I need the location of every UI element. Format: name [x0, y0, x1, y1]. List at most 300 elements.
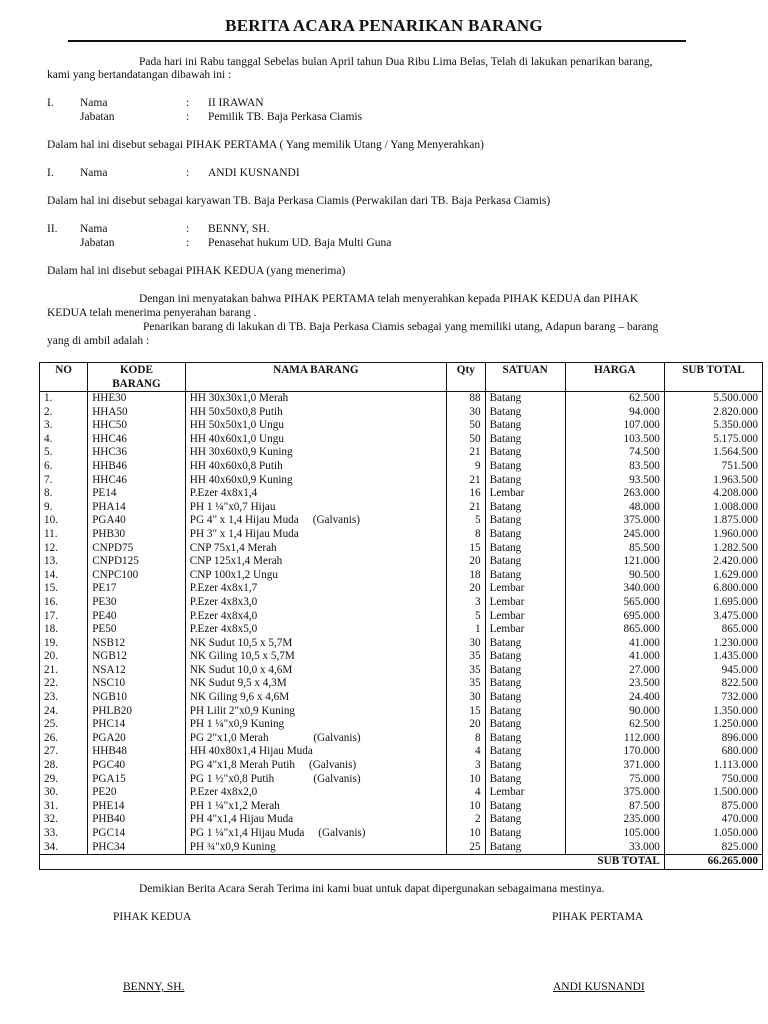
- cell-kode: NSA12: [88, 664, 186, 678]
- cell-no: 3.: [40, 419, 88, 433]
- cell-harga: 121.000: [565, 555, 664, 569]
- header-kode-line2: BARANG: [112, 378, 161, 390]
- table-row: [40, 406, 763, 420]
- cell-harga: 23.500: [565, 677, 664, 691]
- subtotal-row: [40, 855, 763, 870]
- cell-qty: 10: [447, 827, 486, 841]
- cell-no: 16.: [40, 596, 88, 610]
- statement-line-1: Dengan ini menyatakan bahwa PIHAK PERTAMA telah menyerahkan kepada PIHAK KEDUA dan PIHAK: [139, 293, 639, 305]
- table-row: [40, 460, 763, 474]
- cell-satuan: Batang: [485, 460, 565, 474]
- cell-no: 14.: [40, 569, 88, 583]
- cell-nama: HH 40x80x1,4 Hijau Muda: [185, 745, 446, 759]
- cell-nama: P.Ezer 4x8x5,0: [185, 623, 446, 637]
- cell-harga: 74.500: [565, 446, 664, 460]
- cell-satuan: Batang: [485, 501, 565, 515]
- cell-nama: PH 1 ¼"x0,9 Kuning: [185, 718, 446, 732]
- cell-sub: 3.475.000: [664, 610, 762, 624]
- cell-no: 12.: [40, 542, 88, 556]
- cell-qty: 15: [447, 542, 486, 556]
- cell-harga: 375.000: [565, 514, 664, 528]
- cell-kode: PHB40: [88, 813, 186, 827]
- cell-qty: 18: [447, 569, 486, 583]
- cell-satuan: Batang: [485, 446, 565, 460]
- header-kode: [88, 363, 186, 392]
- table-row: [40, 623, 763, 637]
- cell-harga: 235.000: [565, 813, 664, 827]
- cell-kode: NGB12: [88, 650, 186, 664]
- cell-kode: HHC50: [88, 419, 186, 433]
- cell-harga: 27.000: [565, 664, 664, 678]
- cell-kode: NGB10: [88, 691, 186, 705]
- cell-harga: 90.500: [565, 569, 664, 583]
- cell-no: 32.: [40, 813, 88, 827]
- cell-no: 26.: [40, 732, 88, 746]
- cell-no: 20.: [40, 650, 88, 664]
- cell-nama: PG 1 ½"x0,8 Putih (Galvanis): [185, 773, 446, 787]
- party-1-note: Dalam hal ini disebut sebagai PIHAK PERTAMA ( Yang memilik Utang / Yang Menyerahkan): [47, 139, 484, 151]
- signature-left-name: BENNY, SH.: [123, 981, 185, 993]
- cell-nama: HH 40x60x0,9 Kuning: [185, 474, 446, 488]
- cell-satuan: Batang: [485, 705, 565, 719]
- cell-qty: 5: [447, 610, 486, 624]
- table-row: [40, 446, 763, 460]
- cell-nama: CNP 75x1,4 Merah: [185, 542, 446, 556]
- cell-kode: HHE30: [88, 392, 186, 406]
- cell-sub: 2.820.000: [664, 406, 762, 420]
- table-row: [40, 392, 763, 406]
- cell-harga: 41.000: [565, 650, 664, 664]
- cell-kode: HHC36: [88, 446, 186, 460]
- table-row: [40, 487, 763, 501]
- cell-kode: PHA14: [88, 501, 186, 515]
- cell-no: 33.: [40, 827, 88, 841]
- cell-satuan: Batang: [485, 542, 565, 556]
- signature-right-label: PIHAK PERTAMA: [552, 911, 644, 923]
- cell-harga: 41.000: [565, 637, 664, 651]
- cell-harga: 75.000: [565, 773, 664, 787]
- table-row: [40, 773, 763, 787]
- cell-nama: P.Ezer 4x8x4,0: [185, 610, 446, 624]
- cell-harga: 83.500: [565, 460, 664, 474]
- cell-nama: NK Giling 10,5 x 5,7M: [185, 650, 446, 664]
- cell-harga: 48.000: [565, 501, 664, 515]
- cell-no: 30.: [40, 786, 88, 800]
- cell-sub: 825.000: [664, 841, 762, 855]
- intro-line-2: kami yang bertandatangan dibawah ini :: [47, 69, 232, 81]
- party-1-nama-value: II IRAWAN: [208, 97, 264, 109]
- cell-kode: HHC46: [88, 474, 186, 488]
- cell-no: 13.: [40, 555, 88, 569]
- cell-kode: NSC10: [88, 677, 186, 691]
- cell-sub: 4.208.000: [664, 487, 762, 501]
- table-row: [40, 569, 763, 583]
- cell-sub: 1.008.000: [664, 501, 762, 515]
- closing-statement: Demikian Berita Acara Serah Terima ini kami buat untuk dapat dipergunakan sebagaimana mestinya.: [139, 883, 605, 895]
- cell-sub: 1.963.500: [664, 474, 762, 488]
- cell-sub: 751.500: [664, 460, 762, 474]
- items-table-body: [40, 392, 763, 855]
- document-title: BERITA ACARA PENARIKAN BARANG: [225, 16, 543, 35]
- cell-satuan: Batang: [485, 677, 565, 691]
- cell-satuan: Lembar: [485, 786, 565, 800]
- cell-satuan: Batang: [485, 800, 565, 814]
- cell-nama: P.Ezer 4x8x2,0: [185, 786, 446, 800]
- cell-no: 1.: [40, 392, 88, 406]
- cell-harga: 371.000: [565, 759, 664, 773]
- table-row: [40, 677, 763, 691]
- cell-nama: NK Sudut 10,0 x 4,6M: [185, 664, 446, 678]
- table-header-row: [40, 363, 763, 392]
- cell-sub: 865.000: [664, 623, 762, 637]
- table-row: [40, 474, 763, 488]
- cell-no: 27.: [40, 745, 88, 759]
- cell-no: 22.: [40, 677, 88, 691]
- cell-sub: 5.350.000: [664, 419, 762, 433]
- cell-nama: PH 3" x 1,4 Hijau Muda: [185, 528, 446, 542]
- cell-qty: 20: [447, 582, 486, 596]
- cell-qty: 16: [447, 487, 486, 501]
- cell-sub: 1.564.500: [664, 446, 762, 460]
- cell-sub: 1.050.000: [664, 827, 762, 841]
- cell-kode: PGA15: [88, 773, 186, 787]
- cell-qty: 10: [447, 800, 486, 814]
- cell-satuan: Lembar: [485, 487, 565, 501]
- cell-sub: 1.960.000: [664, 528, 762, 542]
- cell-qty: 3: [447, 759, 486, 773]
- cell-nama: HH 30x30x1,0 Merah: [185, 392, 446, 406]
- cell-kode: PE50: [88, 623, 186, 637]
- cell-satuan: Batang: [485, 759, 565, 773]
- table-row: [40, 542, 763, 556]
- cell-satuan: Batang: [485, 664, 565, 678]
- table-row: [40, 800, 763, 814]
- cell-sub: 945.000: [664, 664, 762, 678]
- cell-no: 21.: [40, 664, 88, 678]
- party-2-jabatan-value: Penasehat hukum UD. Baja Multi Guna: [208, 237, 392, 249]
- cell-sub: 1.282.500: [664, 542, 762, 556]
- cell-satuan: Lembar: [485, 582, 565, 596]
- cell-no: 17.: [40, 610, 88, 624]
- cell-kode: PHE14: [88, 800, 186, 814]
- cell-satuan: Batang: [485, 569, 565, 583]
- cell-satuan: Batang: [485, 745, 565, 759]
- table-row: [40, 841, 763, 855]
- cell-sub: 1.250.000: [664, 718, 762, 732]
- cell-qty: 35: [447, 650, 486, 664]
- cell-kode: PE14: [88, 487, 186, 501]
- cell-qty: 35: [447, 664, 486, 678]
- party-1-jabatan-label: Jabatan: [80, 111, 115, 123]
- cell-nama: PH 1 ¼"x1,2 Merah: [185, 800, 446, 814]
- cell-sub: 2.420.000: [664, 555, 762, 569]
- cell-qty: 21: [447, 474, 486, 488]
- cell-satuan: Batang: [485, 718, 565, 732]
- cell-qty: 25: [447, 841, 486, 855]
- header-nama: NAMA BARANG: [185, 363, 446, 392]
- cell-qty: 8: [447, 528, 486, 542]
- cell-qty: 3: [447, 596, 486, 610]
- cell-satuan: Batang: [485, 433, 565, 447]
- cell-nama: PG 4"x1,8 Merah Putih (Galvanis): [185, 759, 446, 773]
- cell-qty: 50: [447, 433, 486, 447]
- cell-kode: PHC14: [88, 718, 186, 732]
- cell-no: 10.: [40, 514, 88, 528]
- cell-kode: PHLB20: [88, 705, 186, 719]
- cell-harga: 340.000: [565, 582, 664, 596]
- cell-harga: 94.000: [565, 406, 664, 420]
- cell-no: 2.: [40, 406, 88, 420]
- header-no: NO: [40, 363, 88, 392]
- cell-sub: 896.000: [664, 732, 762, 746]
- cell-no: 9.: [40, 501, 88, 515]
- cell-harga: 62.500: [565, 392, 664, 406]
- cell-nama: PH 1 ¼"x0,7 Hijau: [185, 501, 446, 515]
- cell-satuan: Batang: [485, 773, 565, 787]
- cell-satuan: Batang: [485, 555, 565, 569]
- cell-qty: 5: [447, 514, 486, 528]
- table-row: [40, 732, 763, 746]
- table-row: [40, 528, 763, 542]
- table-row: [40, 419, 763, 433]
- cell-kode: CNPC100: [88, 569, 186, 583]
- cell-nama: PH 4"x1,4 Hijau Muda: [185, 813, 446, 827]
- cell-qty: 9: [447, 460, 486, 474]
- table-row: [40, 433, 763, 447]
- cell-kode: PGA40: [88, 514, 186, 528]
- party-1b-nama-label: Nama: [80, 167, 108, 179]
- cell-nama: PG 1 ¼"x1,4 Hijau Muda (Galvanis): [185, 827, 446, 841]
- cell-no: 18.: [40, 623, 88, 637]
- table-row: [40, 813, 763, 827]
- cell-kode: CNPD75: [88, 542, 186, 556]
- cell-qty: 1: [447, 623, 486, 637]
- table-row: [40, 514, 763, 528]
- cell-sub: 6.800.000: [664, 582, 762, 596]
- cell-satuan: Batang: [485, 514, 565, 528]
- signature-left-label: PIHAK KEDUA: [113, 911, 192, 923]
- cell-sub: 750.000: [664, 773, 762, 787]
- cell-sub: 680.000: [664, 745, 762, 759]
- cell-satuan: Lembar: [485, 596, 565, 610]
- cell-no: 11.: [40, 528, 88, 542]
- cell-sub: 1.230.000: [664, 637, 762, 651]
- cell-nama: HH 50x50x1,0 Ungu: [185, 419, 446, 433]
- cell-nama: PG 4" x 1,4 Hijau Muda (Galvanis): [185, 514, 446, 528]
- cell-sub: 1.350.000: [664, 705, 762, 719]
- cell-qty: 20: [447, 555, 486, 569]
- cell-no: 8.: [40, 487, 88, 501]
- cell-satuan: Batang: [485, 732, 565, 746]
- cell-sub: 822.500: [664, 677, 762, 691]
- table-row: [40, 650, 763, 664]
- cell-satuan: Batang: [485, 637, 565, 651]
- cell-kode: HHB46: [88, 460, 186, 474]
- cell-kode: HHC46: [88, 433, 186, 447]
- cell-harga: 107.000: [565, 419, 664, 433]
- party-1b-nama-colon: :: [186, 167, 190, 179]
- party-2-jabatan-label: Jabatan: [80, 237, 115, 249]
- cell-sub: 1.629.000: [664, 569, 762, 583]
- cell-qty: 4: [447, 786, 486, 800]
- cell-nama: NK Sudut 9,5 x 4,3M: [185, 677, 446, 691]
- table-row: [40, 582, 763, 596]
- items-table: [39, 362, 763, 870]
- cell-no: 7.: [40, 474, 88, 488]
- cell-nama: P.Ezer 4x8x1,4: [185, 487, 446, 501]
- cell-qty: 10: [447, 773, 486, 787]
- cell-harga: 245.000: [565, 528, 664, 542]
- cell-sub: 1.695.000: [664, 596, 762, 610]
- cell-nama: HH 40x60x0,8 Putih: [185, 460, 446, 474]
- cell-harga: 112.000: [565, 732, 664, 746]
- cell-no: 19.: [40, 637, 88, 651]
- cell-harga: 87.500: [565, 800, 664, 814]
- cell-qty: 4: [447, 745, 486, 759]
- intro-line-1: Pada hari ini Rabu tanggal Sebelas bulan April tahun Dua Ribu Lima Belas, Telah di lakukan penarikan barang,: [139, 56, 653, 68]
- cell-no: 24.: [40, 705, 88, 719]
- cell-satuan: Batang: [485, 650, 565, 664]
- party-1-nama-label: Nama: [80, 97, 108, 109]
- cell-no: 6.: [40, 460, 88, 474]
- cell-qty: 2: [447, 813, 486, 827]
- party-1-jabatan-value: Pemilik TB. Baja Perkasa Ciamis: [208, 111, 363, 123]
- cell-harga: 85.500: [565, 542, 664, 556]
- table-row: [40, 501, 763, 515]
- cell-harga: 170.000: [565, 745, 664, 759]
- table-row: [40, 718, 763, 732]
- party-2-nama-label: Nama: [80, 223, 108, 235]
- cell-harga: 865.000: [565, 623, 664, 637]
- header-harga: HARGA: [565, 363, 664, 392]
- cell-satuan: Batang: [485, 406, 565, 420]
- cell-sub: 1.875.000: [664, 514, 762, 528]
- cell-kode: CNPD125: [88, 555, 186, 569]
- statement-line-4: yang di ambil adalah :: [47, 335, 150, 347]
- cell-sub: 1.435.000: [664, 650, 762, 664]
- cell-satuan: Batang: [485, 827, 565, 841]
- party-1-number: I.: [47, 97, 54, 109]
- cell-kode: PGC14: [88, 827, 186, 841]
- cell-satuan: Batang: [485, 419, 565, 433]
- cell-harga: 263.000: [565, 487, 664, 501]
- cell-no: 15.: [40, 582, 88, 596]
- table-row: [40, 664, 763, 678]
- cell-nama: CNP 100x1,2 Ungu: [185, 569, 446, 583]
- cell-satuan: Batang: [485, 528, 565, 542]
- cell-sub: 875.000: [664, 800, 762, 814]
- cell-sub: 5.500.000: [664, 392, 762, 406]
- cell-qty: 21: [447, 446, 486, 460]
- statement-line-3: Penarikan barang di lakukan di TB. Baja Perkasa Ciamis sebagai yang memiliki utang, Adapun barang – barang: [143, 321, 659, 333]
- cell-qty: 8: [447, 732, 486, 746]
- cell-qty: 20: [447, 718, 486, 732]
- cell-harga: 565.000: [565, 596, 664, 610]
- cell-kode: PHB30: [88, 528, 186, 542]
- cell-satuan: Batang: [485, 392, 565, 406]
- cell-kode: PE30: [88, 596, 186, 610]
- cell-kode: PGA20: [88, 732, 186, 746]
- cell-sub: 1.113.000: [664, 759, 762, 773]
- party-1b-nama-value: ANDI KUSNANDI: [208, 167, 300, 179]
- header-qty: Qty: [447, 363, 486, 392]
- cell-harga: 103.500: [565, 433, 664, 447]
- cell-nama: NK Giling 9,6 x 4,6M: [185, 691, 446, 705]
- cell-kode: HHB48: [88, 745, 186, 759]
- cell-harga: 93.500: [565, 474, 664, 488]
- cell-sub: 1.500.000: [664, 786, 762, 800]
- cell-harga: 62.500: [565, 718, 664, 732]
- cell-harga: 90.000: [565, 705, 664, 719]
- cell-qty: 30: [447, 637, 486, 651]
- table-row: [40, 827, 763, 841]
- cell-no: 25.: [40, 718, 88, 732]
- party-2-jabatan-colon: :: [186, 237, 190, 249]
- cell-nama: P.Ezer 4x8x3,0: [185, 596, 446, 610]
- cell-nama: HH 50x50x0,8 Putih: [185, 406, 446, 420]
- cell-kode: NSB12: [88, 637, 186, 651]
- cell-sub: 470.000: [664, 813, 762, 827]
- cell-kode: PE40: [88, 610, 186, 624]
- cell-satuan: Lembar: [485, 610, 565, 624]
- cell-nama: PG 2"x1,0 Merah (Galvanis): [185, 732, 446, 746]
- cell-harga: 105.000: [565, 827, 664, 841]
- cell-sub: 5.175.000: [664, 433, 762, 447]
- table-row: [40, 637, 763, 651]
- statement-line-2: KEDUA telah menerima penyerahan barang .: [47, 307, 257, 319]
- cell-no: 34.: [40, 841, 88, 855]
- cell-harga: 33.000: [565, 841, 664, 855]
- table-row: [40, 555, 763, 569]
- cell-nama: CNP 125x1,4 Merah: [185, 555, 446, 569]
- cell-kode: PHC34: [88, 841, 186, 855]
- cell-qty: 35: [447, 677, 486, 691]
- header-kode-line1: KODE: [119, 364, 153, 376]
- party-2-note: Dalam hal ini disebut sebagai PIHAK KEDUA (yang menerima): [47, 265, 346, 277]
- cell-satuan: Batang: [485, 474, 565, 488]
- cell-qty: 88: [447, 392, 486, 406]
- cell-no: 31.: [40, 800, 88, 814]
- table-row: [40, 610, 763, 624]
- party-1-jabatan-colon: :: [186, 111, 190, 123]
- subtotal-value: 66.265.000: [664, 855, 762, 870]
- cell-qty: 50: [447, 419, 486, 433]
- table-row: [40, 596, 763, 610]
- cell-harga: 375.000: [565, 786, 664, 800]
- cell-satuan: Batang: [485, 691, 565, 705]
- table-row: [40, 705, 763, 719]
- cell-kode: PGC40: [88, 759, 186, 773]
- cell-nama: PH Lilit 2"x0,9 Kuning: [185, 705, 446, 719]
- table-row: [40, 786, 763, 800]
- party-1b-number: I.: [47, 167, 54, 179]
- cell-kode: PE20: [88, 786, 186, 800]
- cell-nama: PH ¾"x0,9 Kuning: [185, 841, 446, 855]
- cell-kode: HHA50: [88, 406, 186, 420]
- party-2-nama-colon: :: [186, 223, 190, 235]
- cell-qty: 15: [447, 705, 486, 719]
- table-row: [40, 691, 763, 705]
- header-satuan: SATUAN: [485, 363, 565, 392]
- cell-nama: HH 40x60x1,0 Ungu: [185, 433, 446, 447]
- cell-harga: 695.000: [565, 610, 664, 624]
- party-1-nama-colon: :: [186, 97, 190, 109]
- subtotal-label: SUB TOTAL: [40, 855, 665, 870]
- cell-no: 23.: [40, 691, 88, 705]
- cell-qty: 30: [447, 691, 486, 705]
- header-subtotal: SUB TOTAL: [664, 363, 762, 392]
- cell-satuan: Lembar: [485, 623, 565, 637]
